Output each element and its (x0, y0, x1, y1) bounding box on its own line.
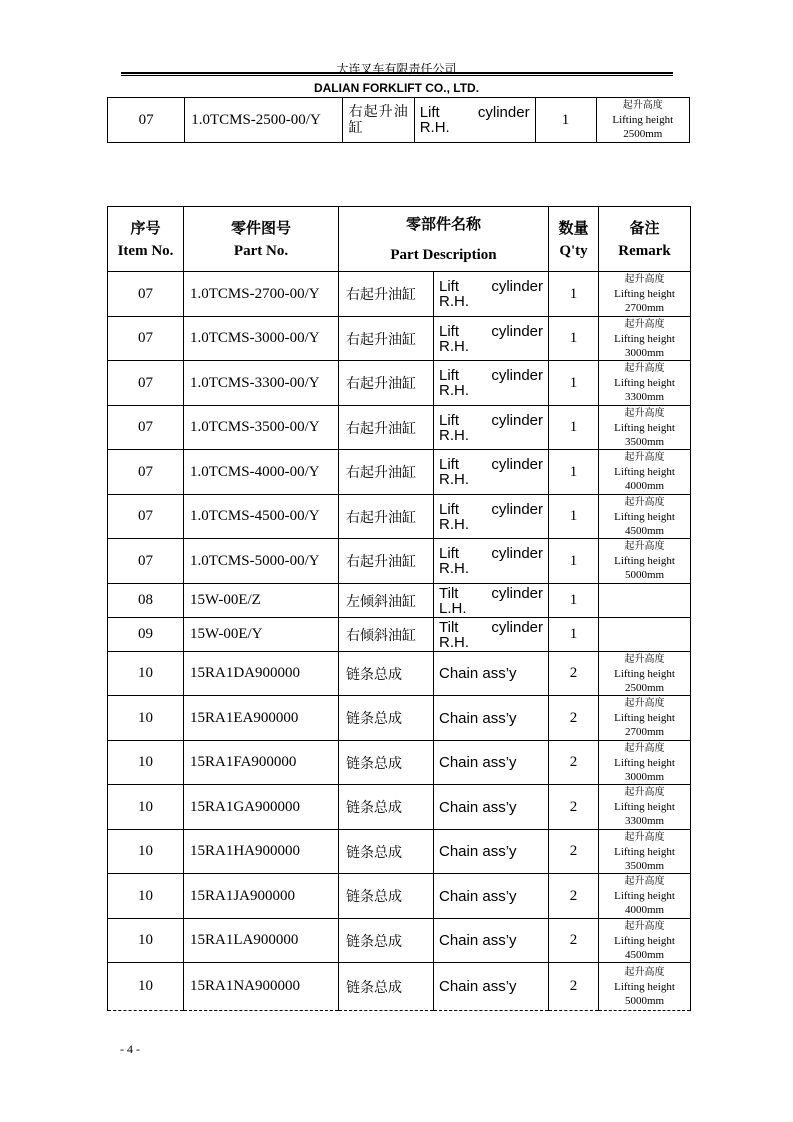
part-no-cell: 15RA1EA900000 (184, 696, 339, 741)
item-no-cell: 10 (108, 785, 184, 830)
remark-cn: 起升高度 (624, 318, 665, 330)
remark-cell (599, 874, 691, 919)
table-row (108, 272, 691, 317)
table-row (108, 741, 691, 785)
remark-en: Lifting height (614, 890, 675, 902)
desc-en-word1: Lift (439, 411, 460, 429)
table-row (108, 450, 691, 495)
table-row (108, 919, 691, 963)
desc-en-line2: R.H. (439, 515, 469, 533)
desc-en-cell (434, 618, 549, 652)
remark-cell (599, 618, 691, 652)
remark-en: Lifting height (614, 288, 675, 300)
qty-cell: 2 (549, 919, 599, 963)
desc-en-word2: cylinder (491, 278, 544, 295)
item-no-cell: 10 (108, 830, 184, 874)
item-no-cell: 09 (108, 618, 184, 652)
remark-cell (599, 361, 691, 406)
company-name-en: DALIAN FORKLIFT CO., LTD. (313, 81, 480, 95)
part-no-cell: 15RA1GA900000 (184, 785, 339, 830)
desc-cn-cell: 链条总成 (339, 696, 434, 741)
desc-en-cell: Chain ass’y (434, 830, 549, 874)
desc-en-cell (434, 539, 549, 584)
remark-cn: 起升高度 (624, 541, 665, 552)
part-no-cell: 15RA1FA900000 (184, 741, 339, 785)
desc-cn-cell: 链条总成 (339, 963, 434, 1011)
remark-value: 4500mm (624, 948, 665, 961)
remark-cn: 起升高度 (624, 698, 665, 709)
item-no-cell: 07 (108, 495, 184, 539)
part-no-cell: 1.0TCMS-5000-00/Y (184, 539, 339, 584)
remark-cn: 起升高度 (624, 787, 665, 798)
desc-en-word1: Lift (419, 104, 440, 121)
remark-cn: 起升高度 (624, 274, 665, 285)
remark-en: Lifting height (614, 555, 675, 567)
desc-en-cell: Chain ass’y (434, 741, 549, 785)
desc-en-word1: Lift (439, 367, 460, 384)
item-no-cell: 07 (108, 317, 184, 361)
item-no-cell: 07 (108, 406, 184, 450)
remark-en: Lifting height (614, 667, 675, 680)
part-no-cell: 15W-00E/Y (184, 618, 339, 652)
remark-cn: 起升高度 (624, 452, 665, 463)
table-row (108, 539, 691, 584)
remark-en: Lifting height (614, 510, 675, 523)
desc-cn-cell: 右起升油缸 (339, 317, 434, 361)
table-row (108, 98, 690, 143)
remark-en: Lifting height (614, 801, 675, 813)
desc-cn-cell: 右起升油缸 (339, 406, 434, 450)
header-desc-en: Part Description (390, 247, 497, 263)
desc-en-cell (434, 406, 549, 450)
desc-en-cell (414, 98, 535, 143)
remark-cell (599, 406, 691, 450)
remark-value: 2500mm (624, 681, 665, 694)
table-row (108, 495, 691, 539)
desc-cn-cell: 右倾斜油缸 (339, 618, 434, 652)
part-no-cell: 15RA1JA900000 (184, 874, 339, 919)
remark-cn: 起升高度 (624, 876, 665, 887)
header-remark-en: Remark (618, 243, 671, 259)
desc-cn-cell: 右起升油缸 (339, 361, 434, 406)
table-row (108, 874, 691, 919)
desc-en-line2: L.H. (439, 599, 467, 617)
remark-cn: 起升高度 (624, 363, 665, 374)
remark-cell (599, 317, 691, 361)
qty-cell: 1 (549, 406, 599, 450)
remark-value: 4500mm (624, 524, 665, 537)
qty-cell: 1 (549, 450, 599, 495)
remark-cn: 起升高度 (624, 407, 665, 419)
qty-cell: 1 (549, 361, 599, 406)
qty-cell: 1 (549, 584, 599, 618)
table-row (108, 406, 691, 450)
item-no-cell: 07 (108, 98, 185, 143)
header-remark-cn: 备注 (629, 219, 660, 237)
item-no-cell: 10 (108, 741, 184, 785)
header-remark (599, 207, 691, 272)
desc-cn-cell: 链条总成 (339, 741, 434, 785)
qty-cell: 2 (549, 696, 599, 741)
item-no-cell: 10 (108, 919, 184, 963)
desc-en-word2: cylinder (491, 456, 544, 473)
item-no-cell: 07 (108, 450, 184, 495)
remark-value: 5000mm (624, 994, 665, 1007)
item-no-cell: 10 (108, 874, 184, 919)
header-rule-thick (121, 72, 673, 74)
part-no-cell: 15RA1HA900000 (184, 830, 339, 874)
desc-en-line2: R.H. (439, 293, 469, 310)
part-no-cell: 1.0TCMS-3000-00/Y (184, 317, 339, 361)
remark-cn: 起升高度 (624, 496, 665, 508)
desc-en-word2: cylinder (491, 500, 544, 518)
desc-en-word2: cylinder (491, 367, 544, 384)
desc-en-word2: cylinder (491, 584, 544, 602)
desc-cn-cell: 右起升油缸 (339, 272, 434, 317)
remark-cn: 起升高度 (624, 742, 665, 754)
desc-cn-cell: 右起升油缸 (342, 98, 414, 143)
top-parts-table (107, 97, 690, 143)
desc-cn-cell: 右起升油缸 (339, 495, 434, 539)
desc-en-word1: Lift (439, 500, 460, 518)
desc-en-word1: Tilt (439, 618, 459, 636)
desc-en-cell (434, 584, 549, 618)
remark-cell (599, 963, 691, 1011)
remark-cn: 起升高度 (624, 831, 665, 843)
part-no-cell: 15W-00E/Z (184, 584, 339, 618)
desc-en-word1: Lift (439, 456, 460, 473)
remark-value: 2500mm (623, 128, 663, 140)
remark-en: Lifting height (614, 712, 675, 724)
desc-en-line2: R.H. (439, 382, 469, 399)
remark-value: 2700mm (624, 726, 665, 738)
item-no-cell: 10 (108, 963, 184, 1011)
desc-cn-cell: 右起升油缸 (339, 539, 434, 584)
qty-cell: 1 (535, 98, 596, 143)
remark-value: 5000mm (624, 569, 665, 581)
table-row (108, 963, 691, 1011)
remark-cell (599, 785, 691, 830)
qty-cell: 2 (549, 741, 599, 785)
remark-en: Lifting height (614, 332, 675, 345)
remark-en: Lifting height (612, 114, 674, 126)
qty-cell: 2 (549, 785, 599, 830)
remark-value: 3300mm (624, 815, 665, 827)
remark-value: 3000mm (624, 770, 665, 783)
parts-table (107, 206, 691, 1011)
desc-cn-cell: 链条总成 (339, 919, 434, 963)
qty-cell: 2 (549, 652, 599, 696)
remark-value: 4000mm (624, 480, 665, 492)
desc-en-line2: R.H. (439, 633, 469, 651)
remark-en: Lifting height (614, 845, 675, 858)
desc-en-word2: cylinder (491, 545, 544, 562)
qty-cell: 2 (549, 830, 599, 874)
part-no-cell: 1.0TCMS-2700-00/Y (184, 272, 339, 317)
desc-en-word2: cylinder (477, 104, 530, 121)
part-no-cell: 1.0TCMS-3300-00/Y (184, 361, 339, 406)
desc-en-line2: R.H. (419, 119, 450, 136)
table-row (108, 618, 691, 652)
company-name-cn: 大连叉车有限责任公司 (336, 62, 457, 76)
remark-cn: 起升高度 (624, 920, 665, 932)
part-no-cell: 1.0TCMS-4000-00/Y (184, 450, 339, 495)
qty-cell: 1 (549, 317, 599, 361)
part-no-cell: 1.0TCMS-4500-00/Y (184, 495, 339, 539)
header-qty-cn: 数量 (558, 219, 589, 237)
remark-cell (599, 584, 691, 618)
header-item-en: Item No. (117, 243, 174, 259)
item-no-cell: 10 (108, 696, 184, 741)
qty-cell: 1 (549, 495, 599, 539)
header-part-no (184, 207, 339, 272)
desc-en-line2: R.H. (439, 337, 469, 355)
qty-cell: 1 (549, 539, 599, 584)
remark-en: Lifting height (614, 377, 675, 389)
desc-cn-cell: 链条总成 (339, 652, 434, 696)
desc-cn-cell: 链条总成 (339, 785, 434, 830)
desc-en-line2: R.H. (439, 471, 469, 488)
desc-en-word1: Lift (439, 545, 460, 562)
table-row (108, 785, 691, 830)
desc-en-cell (434, 317, 549, 361)
item-no-cell: 07 (108, 539, 184, 584)
qty-cell: 2 (549, 963, 599, 1011)
table-row (108, 830, 691, 874)
part-no-cell: 15RA1LA900000 (184, 919, 339, 963)
part-no-cell: 15RA1NA900000 (184, 963, 339, 1011)
header-part-description (339, 207, 549, 272)
table-row (108, 584, 691, 618)
remark-cell (596, 98, 689, 143)
desc-cn-cell: 链条总成 (339, 830, 434, 874)
desc-en-line2: R.H. (439, 426, 469, 444)
remark-cn: 起升高度 (624, 966, 665, 978)
remark-cell (599, 696, 691, 741)
desc-cn-cell: 右起升油缸 (339, 450, 434, 495)
remark-cell (599, 830, 691, 874)
desc-en-word1: Lift (439, 278, 460, 295)
remark-cn: 起升高度 (624, 653, 665, 665)
desc-en-cell (434, 495, 549, 539)
desc-en-cell (434, 361, 549, 406)
remark-en: Lifting height (614, 466, 675, 478)
remark-cell (599, 741, 691, 785)
header-part-cn: 零件图号 (230, 219, 291, 237)
page-number: - 4 - (120, 1042, 140, 1056)
desc-en-cell (434, 272, 549, 317)
item-no-cell: 08 (108, 584, 184, 618)
desc-en-word1: Lift (439, 322, 460, 340)
remark-cell (599, 495, 691, 539)
header-qty (549, 207, 599, 272)
desc-en-word2: cylinder (491, 618, 544, 636)
remark-cell (599, 272, 691, 317)
remark-cell (599, 450, 691, 495)
item-no-cell: 10 (108, 652, 184, 696)
remark-value: 2700mm (624, 302, 665, 314)
remark-value: 3500mm (624, 859, 665, 872)
desc-en-cell: Chain ass’y (434, 696, 549, 741)
header-qty-en: Q'ty (559, 243, 588, 259)
header-part-en: Part No. (233, 243, 289, 259)
remark-value: 3300mm (624, 391, 665, 403)
desc-en-cell: Chain ass’y (434, 874, 549, 919)
desc-en-cell (434, 450, 549, 495)
remark-value: 3500mm (624, 435, 665, 448)
desc-en-cell: Chain ass’y (434, 919, 549, 963)
item-no-cell: 07 (108, 361, 184, 406)
part-no-cell: 1.0TCMS-3500-00/Y (184, 406, 339, 450)
remark-cell (599, 539, 691, 584)
desc-en-line2: R.H. (439, 560, 469, 577)
remark-value: 3000mm (624, 346, 665, 359)
desc-en-word2: cylinder (491, 411, 544, 429)
table-row (108, 696, 691, 741)
table-header-row (108, 207, 691, 272)
desc-en-word2: cylinder (491, 322, 544, 340)
remark-en: Lifting height (614, 980, 675, 993)
header-rule-thin (121, 75, 673, 76)
header-item-cn: 序号 (130, 219, 161, 237)
part-no-cell: 1.0TCMS-2500-00/Y (185, 98, 342, 143)
remark-cell (599, 652, 691, 696)
remark-en: Lifting height (614, 756, 675, 769)
remark-cn: 起升高度 (622, 100, 663, 111)
remark-en: Lifting height (614, 421, 675, 434)
part-no-cell: 15RA1DA900000 (184, 652, 339, 696)
desc-cn-cell: 左倾斜油缸 (339, 584, 434, 618)
desc-en-cell: Chain ass’y (434, 785, 549, 830)
desc-cn-cell: 链条总成 (339, 874, 434, 919)
header-item-no (108, 207, 184, 272)
qty-cell: 1 (549, 618, 599, 652)
header-desc-cn: 零部件名称 (406, 215, 482, 233)
table-row (108, 652, 691, 696)
remark-value: 4000mm (624, 904, 665, 916)
qty-cell: 2 (549, 874, 599, 919)
remark-cell (599, 919, 691, 963)
item-no-cell: 07 (108, 272, 184, 317)
qty-cell: 1 (549, 272, 599, 317)
desc-en-cell: Chain ass’y (434, 963, 549, 1011)
remark-en: Lifting height (614, 934, 675, 947)
table-row (108, 317, 691, 361)
desc-en-word1: Tilt (439, 584, 459, 602)
desc-en-cell: Chain ass’y (434, 652, 549, 696)
table-row (108, 361, 691, 406)
